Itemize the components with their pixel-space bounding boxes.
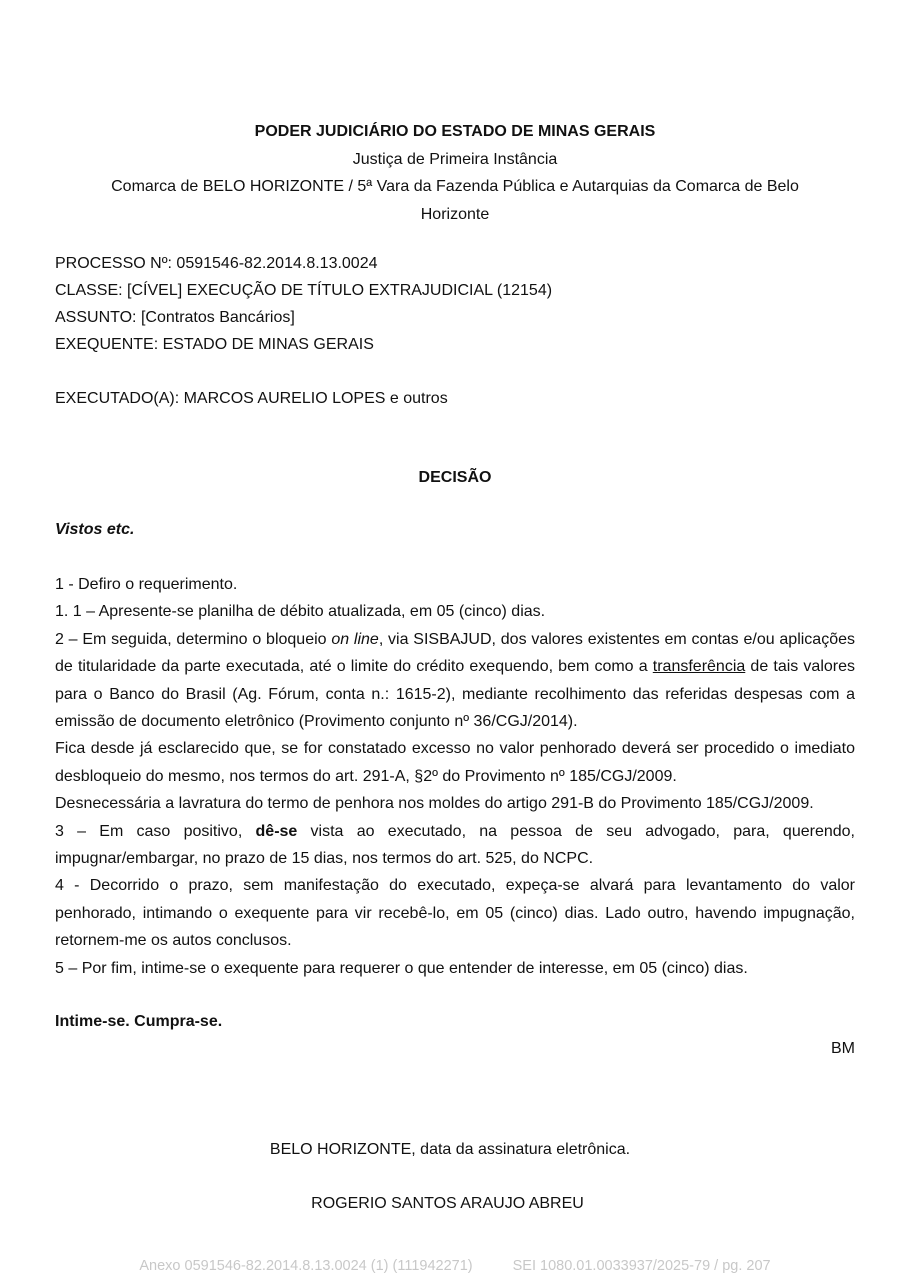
case-metadata [55,250,855,412]
metadata-spacer [55,358,855,385]
decision-body [55,571,855,982]
paragraph-fica: Fica desde já esclarecido que, se for constatado excesso no valor penhorado deverá ser procedido o imediato desbloqueio do mesmo, nos termos do art. 291-A, §2º do Provimento nº 185/CGJ/2009. [55,740,855,785]
case-number: PROCESSO Nº: 0591546-82.2014.8.13.0024 [55,255,378,272]
page-footer [0,1255,910,1277]
court-name: PODER JUDICIÁRIO DO ESTADO DE MINAS GERAIS [254,123,656,140]
paragraph-2-transfer: transferência [652,658,746,676]
footer-sei: SEI 1080.01.0033937/2025-79 / pg. 207 [512,1258,771,1274]
comarca-line-1: Comarca de BELO HORIZONTE / 5ª Vara da Fazenda Pública e Autarquias da Comarca de Belo [111,178,799,195]
case-plaintiff: EXEQUENTE: ESTADO DE MINAS GERAIS [55,336,374,353]
signer-name: ROGERIO SANTOS ARAUJO ABREU [311,1195,584,1212]
paragraph-3-part-a: 3 – Em caso positivo, [55,822,256,840]
place-and-date: BELO HORIZONTE, data da assinatura eletrônica. [269,1141,631,1158]
paragraph-2-part-a: 2 – Em seguida, determino o bloqueio [55,630,332,648]
vistos-heading: Vistos etc. [55,521,135,538]
decision-title: DECISÃO [418,469,492,486]
comarca-line-2: Horizonte [420,205,490,223]
closing-order: Intime-se. Cumpra-se. [55,1013,223,1030]
paragraph-2 [55,626,855,736]
paragraph-desnecessaria: Desnecessária a lavratura do termo de penhora nos moldes do artigo 291-B do Provimento 185/CGJ/2009. [55,795,814,813]
paragraph-3 [55,818,855,873]
paragraph-2-online: on line [331,630,379,648]
paragraph-3-bold: dê-se [255,822,298,840]
case-subject: ASSUNTO: [Contratos Bancários] [55,309,295,326]
paragraph-1: 1 - Defiro o requerimento. [55,576,238,593]
paragraph-1-1: 1. 1 – Apresente-se planilha de débito atualizada, em 05 (cinco) dias. [55,603,546,621]
paragraph-2-part-b: , via SISBAJUD, dos valores existentes em contas e/ou aplicações de titularidade da parte executada, até o limite do crédito exequendo, bem como a [55,630,855,676]
court-instance: Justiça de Primeira Instância [352,150,558,168]
case-class: CLASSE: [CÍVEL] EXECUÇÃO DE TÍTULO EXTRAJUDICIAL (12154) [55,282,553,299]
paragraph-2-part-c: de tais valores para o Banco do Brasil (Ag. Fórum, conta n.: 1615-2), mediante recolhimento das referidas despesas com a emissão de documento eletrônico (Provimento conjunto nº 36/CGJ/2014). [55,658,855,731]
paragraph-4: 4 - Decorrido o prazo, sem manifestação do executado, expeça-se alvará para levantamento do valor penhorado, intimando o exequente para vir recebê-lo, em 05 (cinco) dias. Lado outro, havendo impugnação, retornem-me os autos conclusos. [55,877,855,950]
paragraph-3-part-b: vista ao executado, na pessoa de seu advogado, para, querendo, impugnar/embargar, no prazo de 15 dias, nos termos do art. 525, do NCPC. [55,822,855,868]
footer-annex: Anexo 0591546-82.2014.8.13.0024 (1) (111942271) [139,1258,473,1274]
document-header [55,118,855,228]
paragraph-5: 5 – Por fim, intime-se o exequente para requerer o que entender de interesse, em 05 (cinco) dias. [55,959,748,977]
case-defendant: EXECUTADO(A): MARCOS AURELIO LOPES e outros [55,390,448,407]
author-initials: BM [831,1040,855,1057]
